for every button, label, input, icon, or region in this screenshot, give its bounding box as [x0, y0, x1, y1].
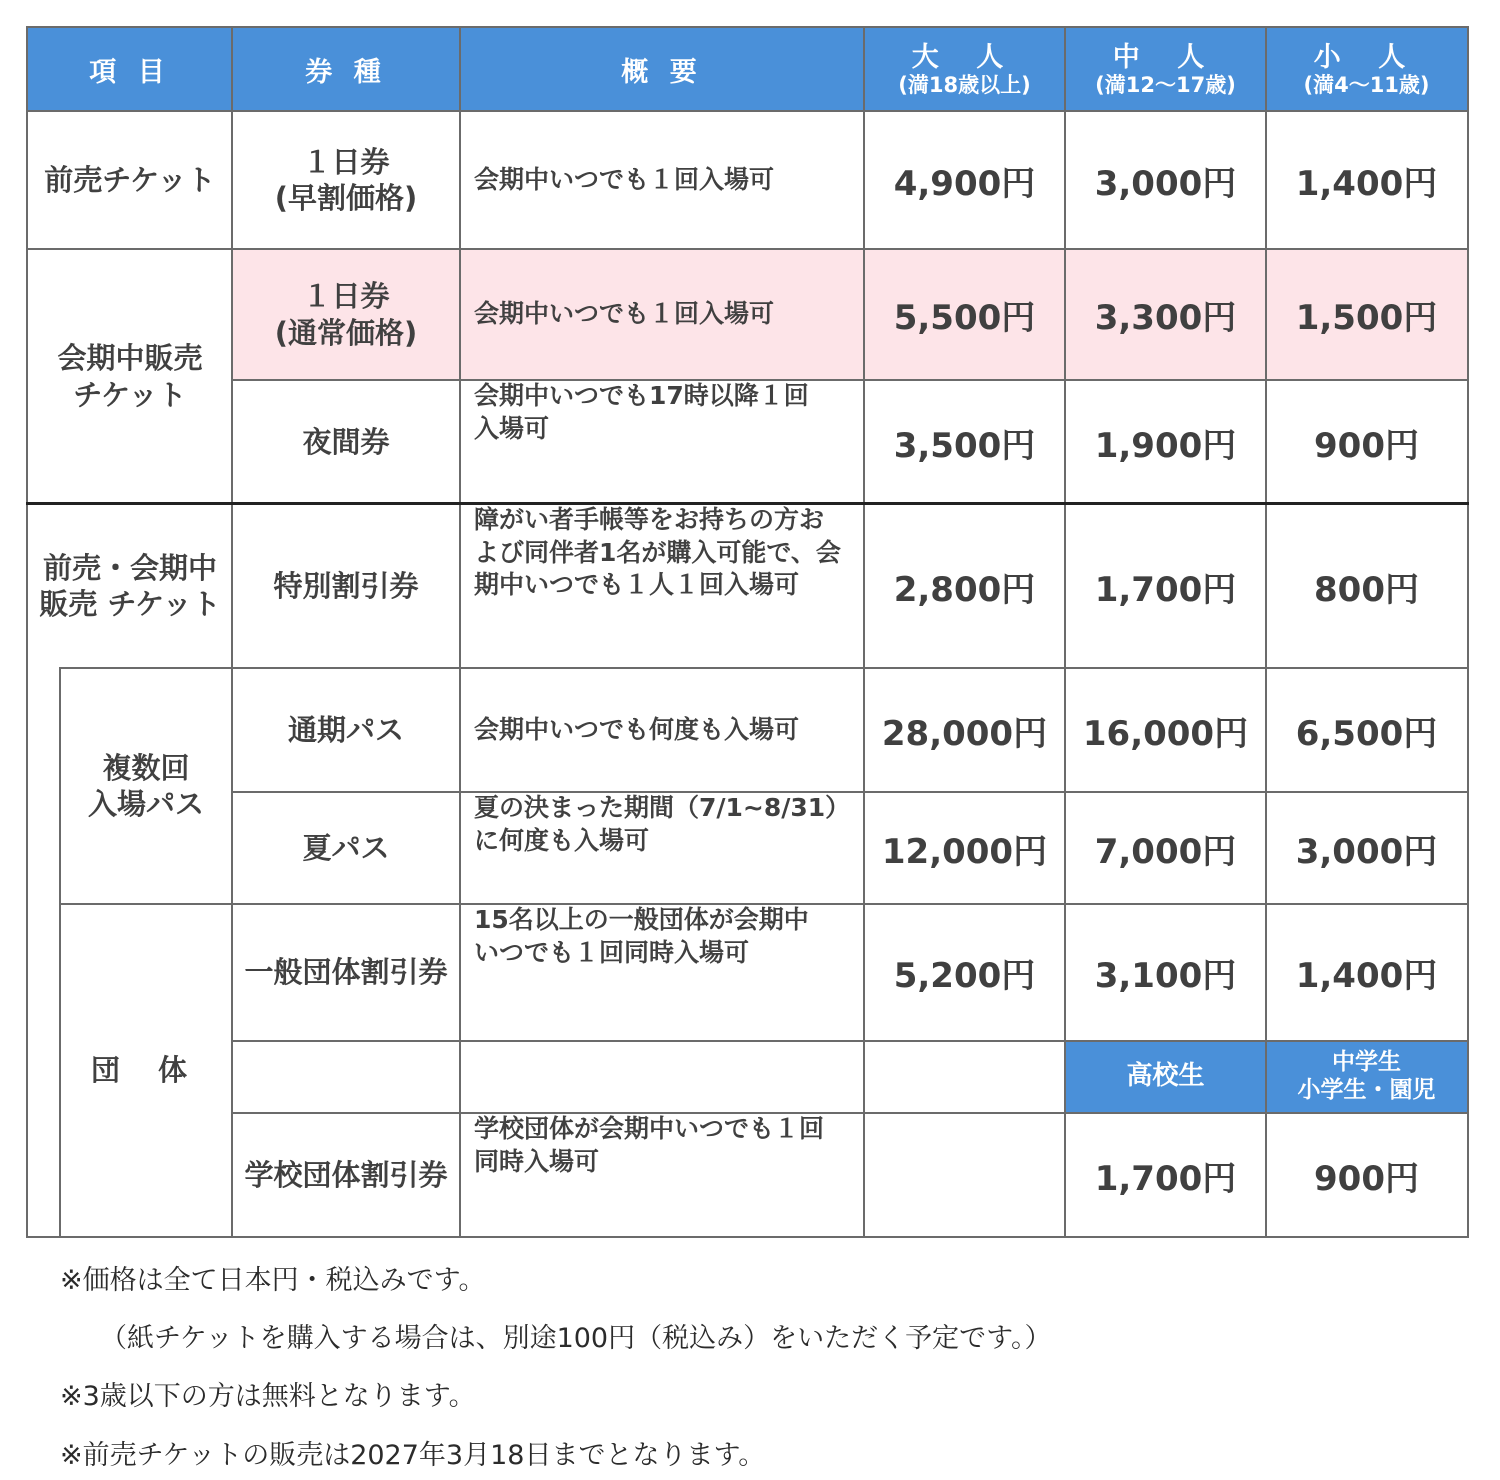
- price-general-group-middle: 3,100円: [1094, 956, 1237, 996]
- price-general-group-child: 1,400円: [1295, 956, 1438, 996]
- category-multi-entry-pass: 複数回 入場パス: [87, 750, 204, 821]
- price-night-adult: 3,500円: [893, 425, 1036, 466]
- price-special-child: 800円: [1314, 569, 1419, 610]
- header-summary: 概 要: [460, 28, 864, 111]
- category-during-sale: 会期中販売 チケット: [57, 341, 203, 412]
- note-advance-deadline: ※前売チケットの販売は2027年3月18日までとなります。: [60, 1440, 766, 1471]
- type-advance-day: １日券 (早割価格): [274, 144, 418, 215]
- category-group: 団 体: [90, 1053, 202, 1088]
- price-night-middle: 1,900円: [1094, 425, 1237, 466]
- price-regular-adult: 5,500円: [864, 249, 1065, 380]
- header-item: 項 目: [28, 28, 232, 111]
- price-summer-middle: 7,000円: [1094, 831, 1237, 872]
- price-regular-child: 1,500円: [1266, 249, 1467, 380]
- header-middle: 中 人 (満12～17歳): [1065, 28, 1266, 111]
- price-summer-adult: 12,000円: [881, 831, 1048, 872]
- price-advance-middle: 3,000円: [1094, 163, 1237, 204]
- type-general-group: 一般団体割引券: [244, 955, 448, 990]
- subheader-high-school: 高校生: [1065, 1041, 1266, 1113]
- price-school-group-middle: 1,700円: [1094, 1158, 1237, 1199]
- type-summer-pass: 夏パス: [302, 830, 390, 865]
- header-type: 券 種: [232, 28, 460, 111]
- category-advance: 前売チケット: [44, 162, 216, 197]
- type-season-pass: 通期パス: [287, 712, 404, 747]
- header-child: 小 人 (満4～11歳): [1266, 28, 1467, 111]
- note-free-under-3: ※3歳以下の方は無料となります。: [60, 1381, 476, 1412]
- price-season-middle: 16,000円: [1082, 713, 1249, 754]
- type-regular-day: １日券 (通常価格): [232, 249, 460, 380]
- desc-special: 障がい者手帳等をお持ちの方お よび同伴者1名が購入可能で、会 期中いつでも１人１回入場可: [474, 505, 841, 599]
- price-night-child: 900円: [1314, 425, 1419, 466]
- desc-season-pass: 会期中いつでも何度も入場可: [474, 714, 800, 744]
- desc-advance: 会期中いつでも１回入場可: [474, 164, 775, 194]
- desc-general-group: 15名以上の一般団体が会期中 いつでも１回同時入場可: [474, 905, 809, 967]
- desc-regular: 会期中いつでも１回入場可: [460, 249, 864, 380]
- type-special-discount: 特別割引券: [273, 568, 419, 603]
- price-season-adult: 28,000円: [881, 713, 1048, 754]
- type-school-group: 学校団体割引券: [244, 1157, 448, 1192]
- desc-night: 会期中いつでも17時以降１回 入場可: [474, 381, 809, 443]
- price-special-middle: 1,700円: [1094, 569, 1237, 610]
- header-adult: 大 人 (満18歳以上): [864, 28, 1065, 111]
- price-advance-adult: 4,900円: [893, 163, 1036, 204]
- price-advance-child: 1,400円: [1295, 163, 1438, 204]
- subheader-junior-elementary: 中学生 小学生・園児: [1266, 1041, 1467, 1113]
- price-regular-middle: 3,300円: [1065, 249, 1266, 380]
- price-season-child: 6,500円: [1295, 713, 1438, 754]
- type-night: 夜間券: [302, 424, 390, 459]
- price-school-group-child: 900円: [1314, 1158, 1419, 1199]
- note-paper-ticket: （紙チケットを購入する場合は、別途100円（税込み）をいただく予定です。）: [100, 1323, 1052, 1354]
- desc-school-group: 学校団体が会期中いつでも１回 同時入場可: [474, 1114, 825, 1176]
- desc-summer-pass: 夏の決まった期間（7/1~8/31） に何度も入場可: [474, 793, 851, 855]
- price-special-adult: 2,800円: [893, 569, 1036, 610]
- price-summer-child: 3,000円: [1295, 831, 1438, 872]
- category-advance-and-during: 前売・会期中 販売 チケット: [39, 550, 221, 621]
- price-general-group-adult: 5,200円: [893, 956, 1036, 996]
- note-currency: ※価格は全て日本円・税込みです。: [60, 1265, 486, 1296]
